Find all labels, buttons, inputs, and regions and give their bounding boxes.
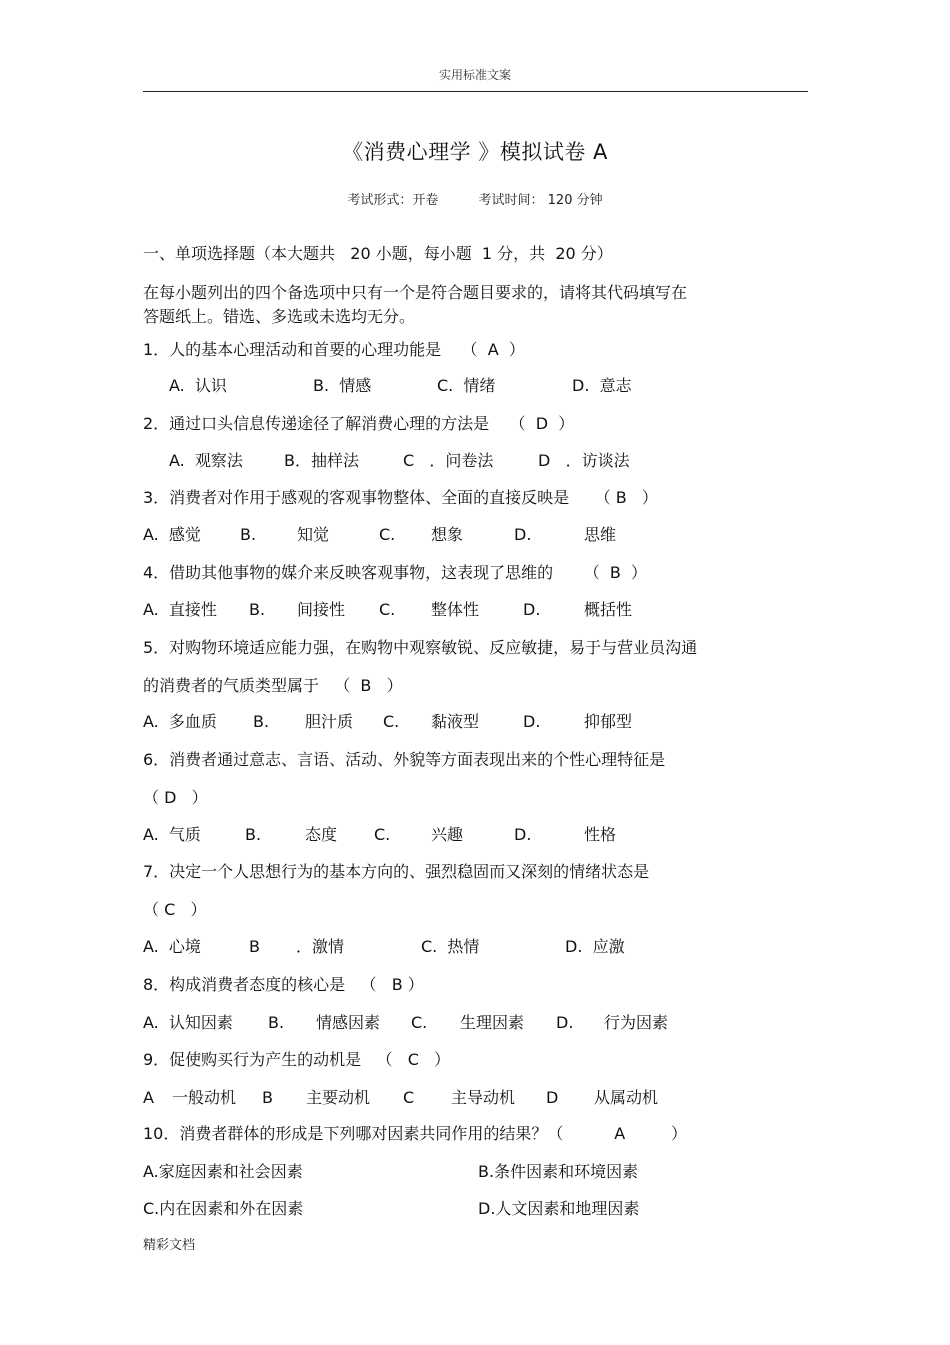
question-9-option-d-text: 从属动机 xyxy=(594,1088,659,1107)
question-8-option-c-letter: C. xyxy=(411,1013,428,1032)
question-3-option-c-text: 想象 xyxy=(431,525,464,544)
question-10-option-a: A.家庭因素和社会因素 xyxy=(143,1162,303,1181)
question-4-option-b-letter: B. xyxy=(249,600,266,619)
exam-info xyxy=(0,189,950,208)
question-4-option-c-letter: C. xyxy=(379,600,396,619)
question-7-option-b-text: ．激情 xyxy=(296,937,345,956)
exam-title: 《消费心理学 》模拟试卷 A xyxy=(342,140,608,164)
question-5-option-b-letter: B. xyxy=(253,712,270,731)
question-2-stem: 2．通过口头信息传递途径了解消费心理的方法是 （ D ） xyxy=(143,414,575,433)
question-3-option-b-text: 知觉 xyxy=(297,525,330,544)
question-9-option-c-letter: C xyxy=(403,1088,415,1107)
exam-format: 考试形式：开卷 xyxy=(347,193,439,208)
question-6-option-d-letter: D. xyxy=(514,825,532,844)
question-3-option-c-letter: C. xyxy=(379,525,396,544)
question-3-option-a: A. 感觉 xyxy=(143,525,201,544)
question-6-option-b-text: 态度 xyxy=(305,825,338,844)
question-1-option-d: D. 意志 xyxy=(572,376,632,395)
question-7-option-d: D. 应激 xyxy=(565,937,625,956)
question-10-option-d: D.人文因素和地理因素 xyxy=(478,1199,640,1218)
question-8-option-b-letter: B. xyxy=(268,1013,285,1032)
question-6-option-c-letter: C. xyxy=(374,825,391,844)
question-1-option-c: C. 情绪 xyxy=(437,376,496,395)
question-4-option-c-text: 整体性 xyxy=(431,600,480,619)
question-8-option-c-text: 生理因素 xyxy=(460,1013,525,1032)
question-7-stem-line-1: 7．决定一个人思想行为的基本方向的、强烈稳固而又深刻的情绪状态是 xyxy=(143,862,650,881)
question-1-stem: 1．人的基本心理活动和首要的心理功能是 （ A ） xyxy=(143,340,525,359)
question-2-option-c: C ．问卷法 xyxy=(403,451,494,470)
page-footer: 精彩文档 xyxy=(143,1238,196,1253)
page-header: 实用标准文案 xyxy=(438,68,511,82)
section-heading: 一、单项选择题（本大题共 20 小题，每小题 1 分，共 20 分） xyxy=(143,244,613,263)
question-6-option-b-letter: B. xyxy=(245,825,262,844)
question-5-stem-line-1: 5．对购物环境适应能力强，在购物中观察敏锐、反应敏捷，易于与营业员沟通 xyxy=(143,638,698,657)
question-6-option-c-text: 兴趣 xyxy=(431,825,464,844)
question-4-stem: 4．借助其他事物的媒介来反映客观事物，这表现了思维的 （ B ） xyxy=(143,563,648,582)
instructions-line-2: 答题纸上。错选、多选或未选均无分。 xyxy=(143,307,416,326)
question-9-option-d-letter: D xyxy=(546,1088,559,1107)
question-4-option-b-text: 间接性 xyxy=(297,600,346,619)
exam-time: 考试时间： 120 分钟 xyxy=(478,193,603,208)
question-9-option-a-letter: A xyxy=(143,1088,154,1107)
question-5-option-c-letter: C. xyxy=(383,712,400,731)
question-10-option-b: B.条件因素和环境因素 xyxy=(478,1162,639,1181)
question-4-option-d-text: 概括性 xyxy=(584,600,633,619)
question-9-option-a-text: 一般动机 xyxy=(172,1088,237,1107)
question-8-stem: 8．构成消费者态度的核心是 （ B ） xyxy=(143,975,424,994)
question-5-stem-line-2: 的消费者的气质类型属于 （ B ） xyxy=(143,676,403,695)
question-7-option-b-letter: B xyxy=(249,937,260,956)
question-3-stem: 3．消费者对作用于感观的客观事物整体、全面的直接反映是 （ B ） xyxy=(143,488,658,507)
question-9-option-b-letter: B xyxy=(262,1088,273,1107)
question-5-option-b-text: 胆汁质 xyxy=(305,712,354,731)
question-5-option-d-letter: D. xyxy=(523,712,541,731)
question-2-option-d: D ．访谈法 xyxy=(538,451,630,470)
question-5-option-c-text: 黏液型 xyxy=(431,712,480,731)
question-5-option-a: A. 多血质 xyxy=(143,712,217,731)
header-rule xyxy=(143,91,808,92)
question-9-stem: 9．促使购买行为产生的动机是 （ C ） xyxy=(143,1050,451,1069)
question-8-option-b-text: 情感因素 xyxy=(316,1013,381,1032)
question-2-option-a: A. 观察法 xyxy=(169,451,243,470)
question-7-option-a: A. 心境 xyxy=(143,937,201,956)
question-2-option-b: B．抽样法 xyxy=(284,451,359,470)
question-9-option-c-text: 主导动机 xyxy=(451,1088,516,1107)
question-8-option-d-letter: D. xyxy=(556,1013,574,1032)
question-10-option-c: C.内在因素和外在因素 xyxy=(143,1199,304,1218)
question-5-option-d-text: 抑郁型 xyxy=(584,712,633,731)
question-8-option-d-text: 行为因素 xyxy=(604,1013,669,1032)
question-3-option-d-text: 思维 xyxy=(584,525,617,544)
question-1-option-a: A. 认识 xyxy=(169,376,227,395)
instructions-line-1: 在每小题列出的四个备选项中只有一个是符合题目要求的，请将其代码填写在 xyxy=(143,283,688,302)
question-4-option-d-letter: D. xyxy=(523,600,541,619)
question-3-option-b-letter: B. xyxy=(240,525,257,544)
question-9-option-b-text: 主要动机 xyxy=(306,1088,371,1107)
question-3-option-d-letter: D. xyxy=(514,525,532,544)
question-4-option-a: A. 直接性 xyxy=(143,600,217,619)
question-6-option-a: A. 气质 xyxy=(143,825,201,844)
question-7-stem-line-2: （ C ） xyxy=(143,900,207,919)
question-6-stem-line-2: （ D ） xyxy=(143,788,208,807)
question-6-option-d-text: 性格 xyxy=(584,825,617,844)
question-6-stem-line-1: 6．消费者通过意志、言语、活动、外貌等方面表现出来的个性心理特征是 xyxy=(143,750,666,769)
question-7-option-c: C. 热情 xyxy=(421,937,480,956)
question-1-option-b: B. 情感 xyxy=(313,376,372,395)
question-10-stem: 10．消费者群体的形成是下列哪对因素共同作用的结果？（ A ） xyxy=(143,1124,687,1143)
question-8-option-a: A. 认知因素 xyxy=(143,1013,233,1032)
